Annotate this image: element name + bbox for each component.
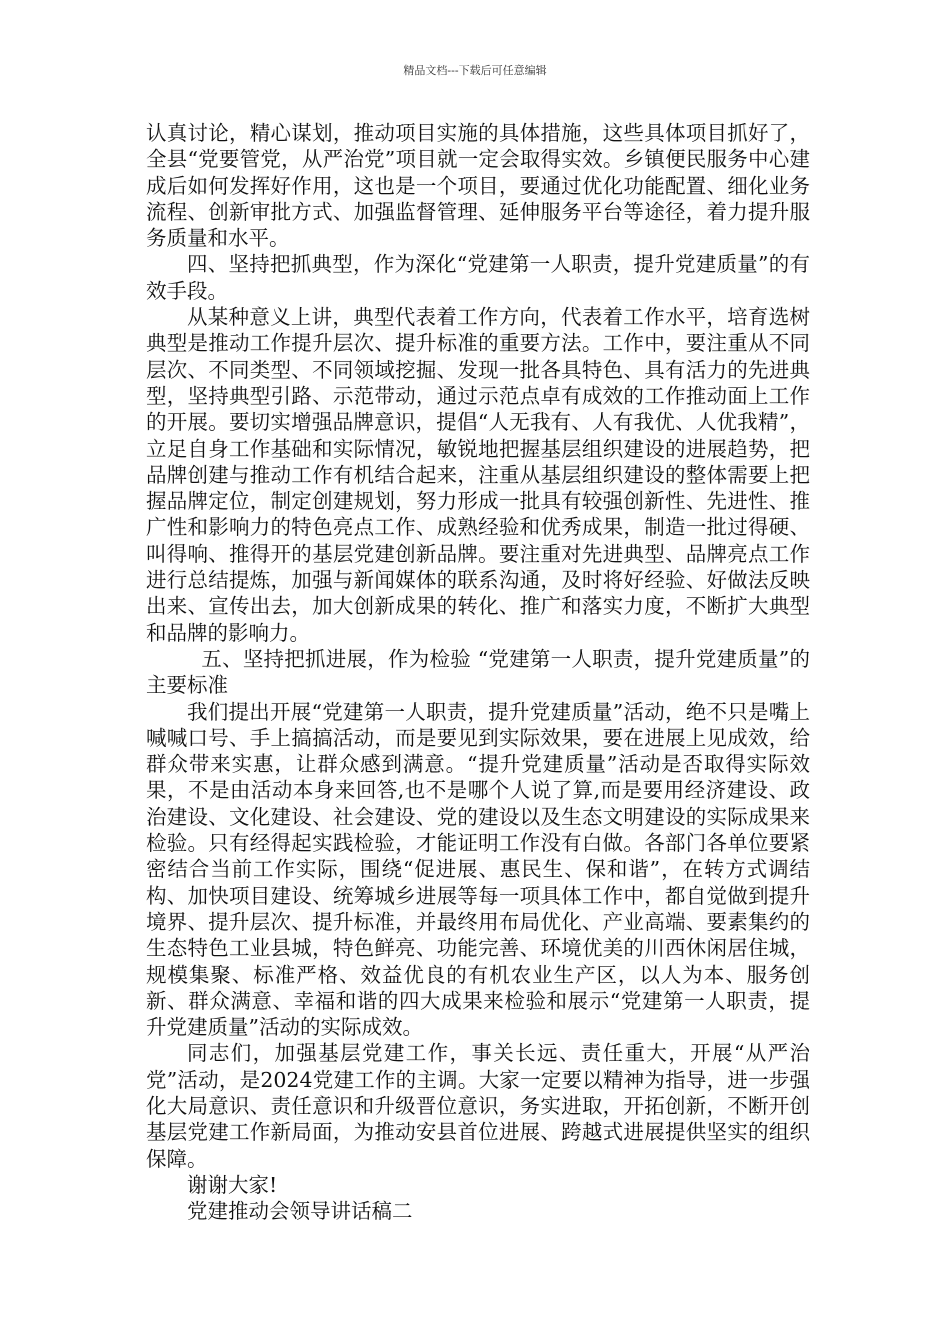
section-heading-4: 四、坚持把抓典型，作为深化“党建第一人职责，提升党建质量”的有效手段。 <box>146 252 810 303</box>
paragraph-typical-examples: 从某种意义上讲，典型代表着工作方向，代表着工作水平，培育选树典型是推动工作提升层次、提升标准的重要方法。工作中，要注重从不同层次、不同类型、不同领域挖掘、发现一批各具特色、具有活力的先进典型，坚持典型引路、示范带动，通过示范点卓有成效的工作推动面上工作的开展。要切实增强品牌意识，提倡“人无我有、人有我优、人优我精”，立足自身工作基础和实际情况，敏锐地把握基层组织建设的进展趋势，把品牌创建与推动工作有机结合起来，注重从基层组织建设的整体需要上把握品牌定位，制定创建规划，努力形成一批具有较强创新性、先进性、推广性和影响力的特色亮点工作、成熟经验和优秀成果，制造一批过得硬、叫得响、推得开的基层党建创新品牌。要注重对先进典型、品牌亮点工作进行总结提炼，加强与新闻媒体的联系沟通，及时将好经验、好做法反映出来、宣传出去，加大创新成果的转化、推广和落实力度，不断扩大典型和品牌的影响力。 <box>146 305 810 645</box>
paragraph-progress-standard: 我们提出开展“党建第一人职责，提升党建质量”活动，绝不只是嘴上喊喊口号、手上搞搞活动，而是要见到实际效果，要在进展上见成效，给群众带来实惠，让群众感到满意。“提升党建质量”活动是否取得实际效果，不是由活动本身来回答,也不是哪个人说了算,而是要用经济建设、政治建设、文化建设、社会建设、党的建设以及生态文明建设的实际成果来检验。只有经得起实践检验，才能证明工作没有白做。各部门各单位要紧密结合当前工作实际，围绕“促进展、惠民生、保和谐”，在转方式调结构、加快项目建设、统筹城乡进展等每一项具体工作中，都自觉做到提升境界、提升层次、提升标准，并最终用布局优化、产业高端、要素集约的生态特色工业县城，特色鲜亮、功能完善、环境优美的川西休闲居住城，规模集聚、标准严格、效益优良的有机农业生产区，以人为本、服务创新、群众满意、幸福和谐的四大成果来检验和展示“党建第一人职责，提升党建质量”活动的实际成效。 <box>146 699 810 1040</box>
paragraph-thanks: 谢谢大家! <box>187 1172 278 1197</box>
section-heading-5: 五、坚持把抓进展，作为检验 “党建第一人职责，提升党建质量”的主要标准 <box>146 646 810 698</box>
page-header: 精品文档---下载后可任意编辑 <box>403 64 547 77</box>
paragraph-next-title: 党建推动会领导讲话稿二 <box>187 1199 413 1224</box>
paragraph-project-measures: 认真讨论，精心谋划，推动项目实施的具体措施，这些具体项目抓好了，全县“党要管党，从严治党”项目就一定会取得实效。乡镇便民服务中心建成后如何发挥好作用，这也是一个项目，要通过优化功能配置、细化业务流程、创新审批方式、加强监督管理、延伸服务平台等途径，着力提升服务质量和水平。 <box>146 121 810 251</box>
document-body <box>146 120 810 1224</box>
paragraph-closing-remarks: 同志们，加强基层党建工作，事关长远、责任重大，开展“从严治党”活动，是2024党建工作的主调。大家一定要以精神为指导，进一步强化大局意识、责任意识和升级晋位意识，务实进取，开拓创新，不断开创基层党建工作新局面，为推动安县首位进展、跨越式进展提供坚实的组织保障。 <box>146 1041 810 1171</box>
